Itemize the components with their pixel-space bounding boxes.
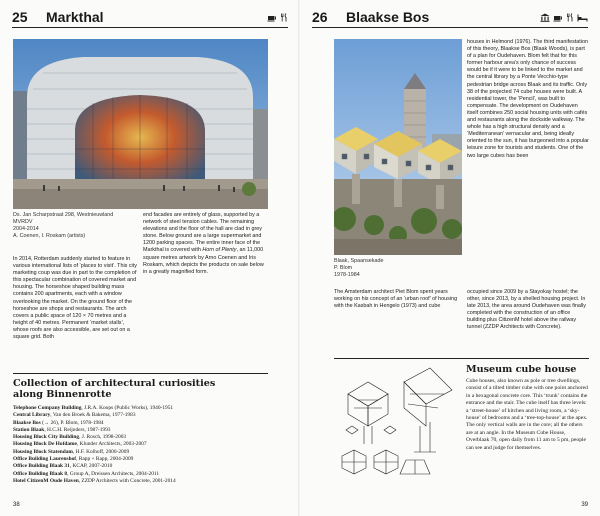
- markthal-text-col2: end facades are entirely of glass, supported by a network of steel tension cables. The remaining elevations and the floor of the hall are clad in grey stone. Below ground are a large supermarket and 1200 parking spaces. The entire inner face of the Markthal is covered with Horn of Plenty, an 11,000 square metres artwork by Arno Coenen and Iris Roskam, which depicts the products on sale below in a greatly magnified form.: [143, 212, 264, 275]
- coffee-cup-icon: [267, 13, 277, 22]
- list-item: Blaakse Bos (→ 26), P. Blom, 1978-1984: [13, 419, 104, 426]
- museum-icon: [540, 13, 550, 22]
- collection-list: [13, 405, 273, 485]
- cube-houses-text-left: The Amsterdam architect Piet Blom spent years working on his concept of an ‘urban roof’ of housing with the Kasbah in Hengelo (1973) and cube: [334, 289, 458, 310]
- entry-number: 26: [312, 9, 328, 25]
- markthal-text-col1: In 2014, Rotterdam suddenly started to feature in various international lists of ‘places to visit’. This city marketing coup was due in part to the completion of this spectacular combination of covered market and housing. The horseshoe shaped building mass contains 200 apartments, each with a window overlooking the market. On the ground floor of the horseshoe are shops and restaurants. The arch covers a public space of 120 × 70 metres and a height of 40 metres. Permanent ‘market stalls’, whose roofs are also accessible, are set out on a square grid. Both: [13, 256, 137, 341]
- left-header: [12, 6, 288, 28]
- list-item: Office Building Blaak 8, Group A, Dreissen Architects, 2004-2011: [13, 470, 160, 477]
- bed-icon: [577, 13, 588, 22]
- collection-rule: [13, 373, 268, 374]
- cube-houses-caption: Blaak, Spaansekade P. Blom 1978-1984: [334, 258, 384, 278]
- header-rule: [312, 27, 588, 28]
- markthal-photo: [13, 39, 268, 209]
- list-item: Hotel CitizenM Oude Haven, ZZDP Architects with Concrete, 2001-2014: [13, 477, 176, 484]
- facility-icons: [267, 13, 288, 22]
- museum-rule: [334, 358, 589, 359]
- right-header: [312, 6, 588, 28]
- list-item: Office Building Laurenshof, Rapp + Rapp, 2004-2009: [13, 456, 134, 463]
- markthal-caption: Ds. Jan Scharpstraat 298, Westnieuwland MVRDV 2004-2014 A. Coenen, I. Roskam (artists): [13, 212, 114, 239]
- list-item: Housing Block Statendam, H.F. Kolhoff, 2000-2009: [13, 448, 130, 455]
- right-page: [300, 0, 600, 516]
- cube-houses-photo: [334, 39, 462, 255]
- page-number-left: 38: [13, 502, 20, 508]
- museum-title: Museum cube house: [466, 364, 577, 375]
- facility-icons: [540, 13, 588, 22]
- museum-text: Cube houses, also known as pole or tree dwellings, consist of a tilted timber cube with one point anchored in a hexagonal concrete core. This ‘trunk’ contains the entrance and the stair. The cube itself has three levels: a ‘street-house’ of kitchen and living room, a ‘sky-house’ of bedrooms and a ‘tree-top-house’ at the apex. The only vertical walls are in the core; all the others are at an angle. In the Museum Cube House, Overblaak 70, open daily from 11 am to 5 pm, people can see and judge for themselves.: [466, 378, 588, 451]
- list-item: Central Library, Van den Broek & Bakema, 1977-1983: [13, 412, 136, 419]
- entry-title: Markthal: [46, 9, 104, 25]
- cube-house-drawing: [334, 364, 457, 484]
- cube-houses-text-right-top: houses in Helmond (1976). The third manifestation of this theory, Blaakse Bos (Blaak Woods), is part of a plan for Oudehaven. Blom felt that for this former harbour area’s only chance of success would be if it were to be linked to the market and the central library by a Ponte Vecchio-type pedestrian bridge across Blaak and its traffic. Only 38 of the projected 74 cube houses were built. A residential tower, the ‘Pencil’, was built to compensate. The development on Oudehaven itself combines 250 social housing units with cafés and restaurants along the dockside walkway. The whole has a high structural density and a ‘Mediterranean’ vernacular and, being ideally oriented to the sun, it has burgeoned into a popular leisure zone for tourists and students. One of the two large cubes has been: [467, 39, 589, 159]
- list-item: Telephone Company Building, J.R.A. Koops (Public Works), 1940-1951: [13, 405, 174, 411]
- list-item: Station Blaak, H.C.H. Reijnders, 1987-1993: [13, 426, 111, 433]
- entry-number: 25: [12, 9, 28, 25]
- header-rule: [12, 27, 288, 28]
- page-number-right: 39: [581, 502, 588, 508]
- collection-title: Collection of architectural curiosities along Binnenrotte: [13, 378, 216, 400]
- entry-title: Blaakse Bos: [346, 9, 430, 25]
- cube-houses-text-right-bottom: occupied since 2009 by a Stayokay hostel; the other, since 2013, by a shelled housing project. In late 2013, the area around Oudehaven was finally completed with the construction of an office building plus CitizenM hotel above the railway tunnel (ZZDP Architects with Concrete).: [467, 289, 586, 331]
- list-item: Office Building Blaak 31, KCAP, 2007-2010: [13, 463, 113, 470]
- cutlery-icon: [566, 13, 574, 22]
- list-item: Housing Block De Hofdame, Klunder Architects, 2003-2007: [13, 441, 147, 448]
- coffee-cup-icon: [553, 13, 563, 22]
- cutlery-icon: [280, 13, 288, 22]
- list-item: Housing Block City Building, J. Rosch, 1998-2003: [13, 434, 127, 441]
